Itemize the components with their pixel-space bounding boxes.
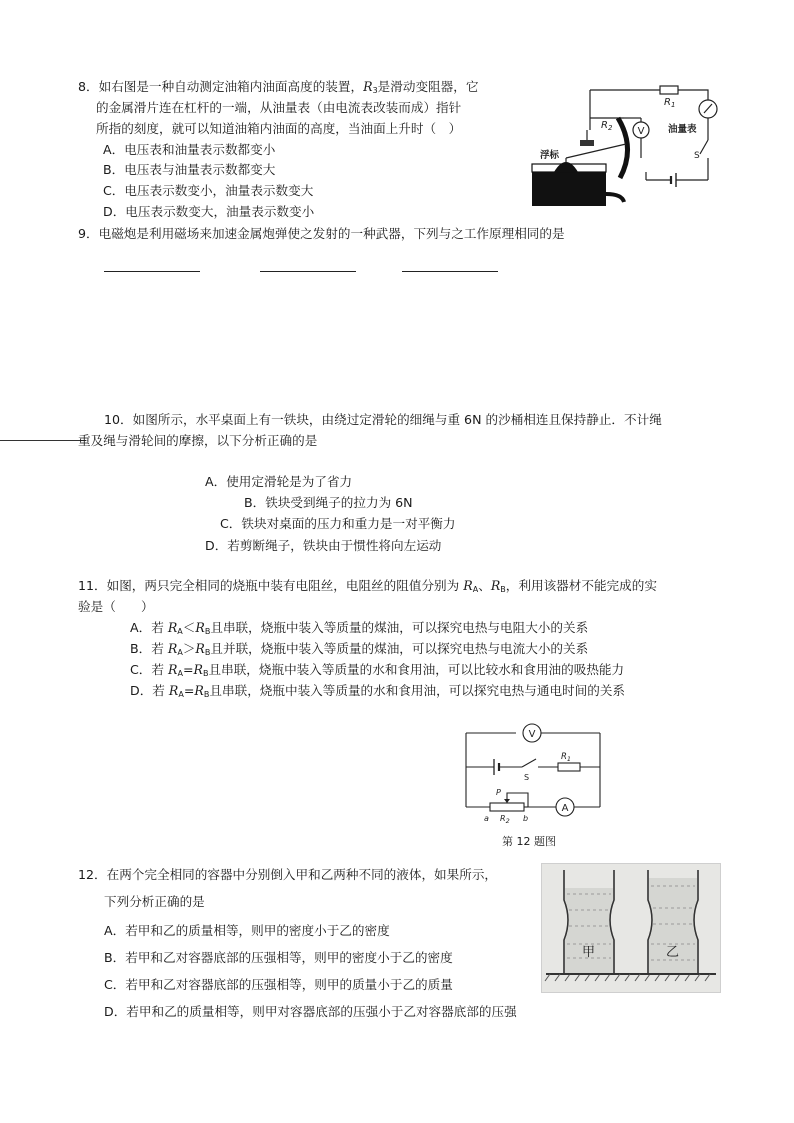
q11-option-a-rb-sub: B <box>204 627 211 636</box>
fig12-voltmeter-label: V <box>528 729 536 740</box>
q11-option-c-letter: C．若 <box>130 662 168 677</box>
q12-option-d: D．若甲和乙的质量相等，则甲对容器底部的压强小于乙对容器底部的压强 <box>104 1004 517 1019</box>
q8-number: 8． <box>78 79 99 94</box>
q8-line-2: 的金属滑片连在杠杆的一端，从油量表（由电流表改装而成）指针 <box>96 100 462 115</box>
q11-option-b-text: 且并联，烧瓶中装入等质量的煤油，可以探究电热与电流大小的关系 <box>210 641 589 656</box>
q8-r1-label: $R_1$ <box>664 97 676 109</box>
q11-ra-subscript: A <box>472 585 479 594</box>
q11-option-d <box>130 683 625 700</box>
q11-option-b-relation: ＞ <box>182 641 196 656</box>
fig12-r1-resistor <box>558 763 580 771</box>
q11-option-a <box>130 620 588 637</box>
q11-option-c-text: 且串联，烧瓶中装入等质量的水和食用油，可以比较水和食用油的吸热能力 <box>208 662 625 677</box>
q11-option-a-relation: ＜ <box>182 620 196 635</box>
fig12-switch <box>522 759 536 767</box>
q10-option-a: A．使用定滑轮是为了省力 <box>205 474 353 489</box>
q11-separator: 、 <box>478 578 491 593</box>
q11-option-d-relation: = <box>183 683 195 698</box>
q11-option-b-rb-sub: B <box>204 648 211 657</box>
q11-option-c-relation: = <box>182 662 194 677</box>
q10-option-c: C．铁块对桌面的压力和重力是一对平衡力 <box>220 516 456 531</box>
q11-option-d-ra-sub: A <box>178 690 184 699</box>
q11-option-d-rb: R <box>194 683 204 698</box>
q8-text-1b: 是滑动变阻器，它 <box>377 79 479 94</box>
q11-rb-subscript: B <box>500 585 506 594</box>
q11-option-d-letter: D．若 <box>130 683 169 698</box>
q12-option-c: C．若甲和乙对容器底部的压强相等，则甲的质量小于乙的质量 <box>104 977 453 992</box>
q8-option-a: A．电压表和油量表示数都变小 <box>103 142 276 157</box>
q11-option-d-text: 且串联，烧瓶中装入等质量的水和食用油，可以探究电热与通电时间的关系 <box>209 683 625 698</box>
fig12-caption: 第 12 题图 <box>502 835 556 848</box>
q11-line-1 <box>78 578 657 595</box>
q11-text-1a: 11．如图，两只完全相同的烧瓶中装有电阻丝，电阻丝的阻值分别为 <box>78 578 464 593</box>
q8-switch <box>700 140 708 154</box>
q11-option-b-rb: R <box>195 641 205 656</box>
q8-line-3: 所指的刻度，就可以知道油箱内油面的高度，当油面上升时（ ） <box>96 121 462 136</box>
fig12-b-label: b <box>523 814 529 823</box>
q8-text-1a: 如右图是一种自动测定油箱内油面高度的装置， <box>98 79 364 94</box>
q8-float-label: 浮标 <box>540 150 560 161</box>
fig12-r2-rheostat <box>490 803 524 811</box>
q8-option-d: D．电压表示数变大，油量表示数变小 <box>103 204 315 219</box>
q11-option-b <box>130 641 588 658</box>
q8-oil-tank <box>532 170 606 206</box>
q10-option-b: B．铁块受到绳子的拉力为 6N <box>244 495 413 510</box>
q10-option-d: D．若剪断绳子，铁块由于惯性将向左运动 <box>205 538 442 553</box>
q8-slider <box>580 140 594 146</box>
q8-gauge-label: 油量表 <box>668 124 697 135</box>
fig12-r1-label: $R_1$ <box>561 752 572 763</box>
q12-right-label: 乙 <box>666 945 680 960</box>
q8-option-b: B．电压表与油量表示数都变大 <box>103 162 276 177</box>
q11-option-c <box>130 662 624 679</box>
q12-line-2: 下列分析正确的是 <box>104 894 205 909</box>
q8-r3-symbol: R <box>363 79 373 94</box>
q11-option-a-text: 且串联，烧瓶中装入等质量的煤油，可以探究电热与电阻大小的关系 <box>210 620 589 635</box>
left-margin-rule <box>0 440 86 441</box>
q8-r1-resistor <box>660 86 678 94</box>
q12-container-photo <box>541 863 721 993</box>
q11-ra-symbol: R <box>463 578 473 593</box>
fig12-circuit-diagram <box>460 717 610 829</box>
q8-switch-label: S <box>694 151 700 161</box>
q11-option-d-ra: R <box>168 683 179 698</box>
q8-line-1 <box>78 79 478 96</box>
q8-r3-subscript: 3 <box>372 86 378 95</box>
q11-rb-symbol: R <box>490 578 501 593</box>
q11-option-b-ra: R <box>167 641 178 656</box>
q11-option-a-rb: R <box>195 620 205 635</box>
q9-answer-blank-3[interactable] <box>402 271 498 272</box>
q11-option-c-rb: R <box>193 662 203 677</box>
fig12-a-label: a <box>484 814 489 823</box>
q11-text-1b: ，利用该器材不能完成的实 <box>505 578 657 593</box>
q10-line-1: 10．如图所示，水平桌面上有一铁块，由绕过定滑轮的细绳与重 6N 的沙桶相连且保持静止．不计绳 <box>104 412 662 427</box>
q12-left-label: 甲 <box>582 945 596 960</box>
q11-option-c-ra-sub: A <box>177 669 183 678</box>
q11-option-a-ra-sub: A <box>177 627 183 636</box>
q11-option-a-ra: R <box>167 620 178 635</box>
q11-option-c-ra: R <box>167 662 178 677</box>
q11-option-a-letter: A．若 <box>130 620 168 635</box>
q9-answer-blank-2[interactable] <box>260 271 356 272</box>
q9-answer-blank-1[interactable] <box>104 271 200 272</box>
fig12-ammeter-label: A <box>561 803 569 814</box>
q11-line-2: 验是（ ） <box>78 599 154 614</box>
q11-option-b-letter: B．若 <box>130 641 168 656</box>
q12-option-b: B．若甲和乙对容器底部的压强相等，则甲的密度小于乙的密度 <box>104 950 453 965</box>
q8-r2-rheostat <box>618 118 628 178</box>
q12-option-a: A．若甲和乙的质量相等，则甲的密度小于乙的密度 <box>104 923 390 938</box>
fig12-p-label: P <box>496 788 501 797</box>
q11-option-b-ra-sub: A <box>177 648 183 657</box>
q8-option-c: C．电压表示数变小，油量表示数变大 <box>103 183 314 198</box>
q12-line-1: 12．在两个完全相同的容器中分别倒入甲和乙两种不同的液体，如果所示， <box>78 867 498 882</box>
q11-option-d-rb-sub: B <box>203 690 210 699</box>
q8-lever <box>566 144 626 158</box>
q8-voltmeter-label: V <box>637 126 645 137</box>
q8-r2-label: $R_2$ <box>601 120 613 132</box>
q10-line-2: 重及绳与滑轮间的摩擦，以下分析正确的是 <box>78 433 318 448</box>
q8-fuel-gauge-figure <box>528 78 728 210</box>
q9-text: 9．电磁炮是利用磁场来加速金属炮弹使之发射的一种武器，下列与之工作原理相同的是 <box>78 226 565 241</box>
fig12-r2-label: $R_2$ <box>500 814 510 825</box>
q11-option-c-rb-sub: B <box>203 669 209 678</box>
q12-containers-drawing <box>542 864 720 992</box>
fig12-switch-label: S <box>524 773 530 782</box>
